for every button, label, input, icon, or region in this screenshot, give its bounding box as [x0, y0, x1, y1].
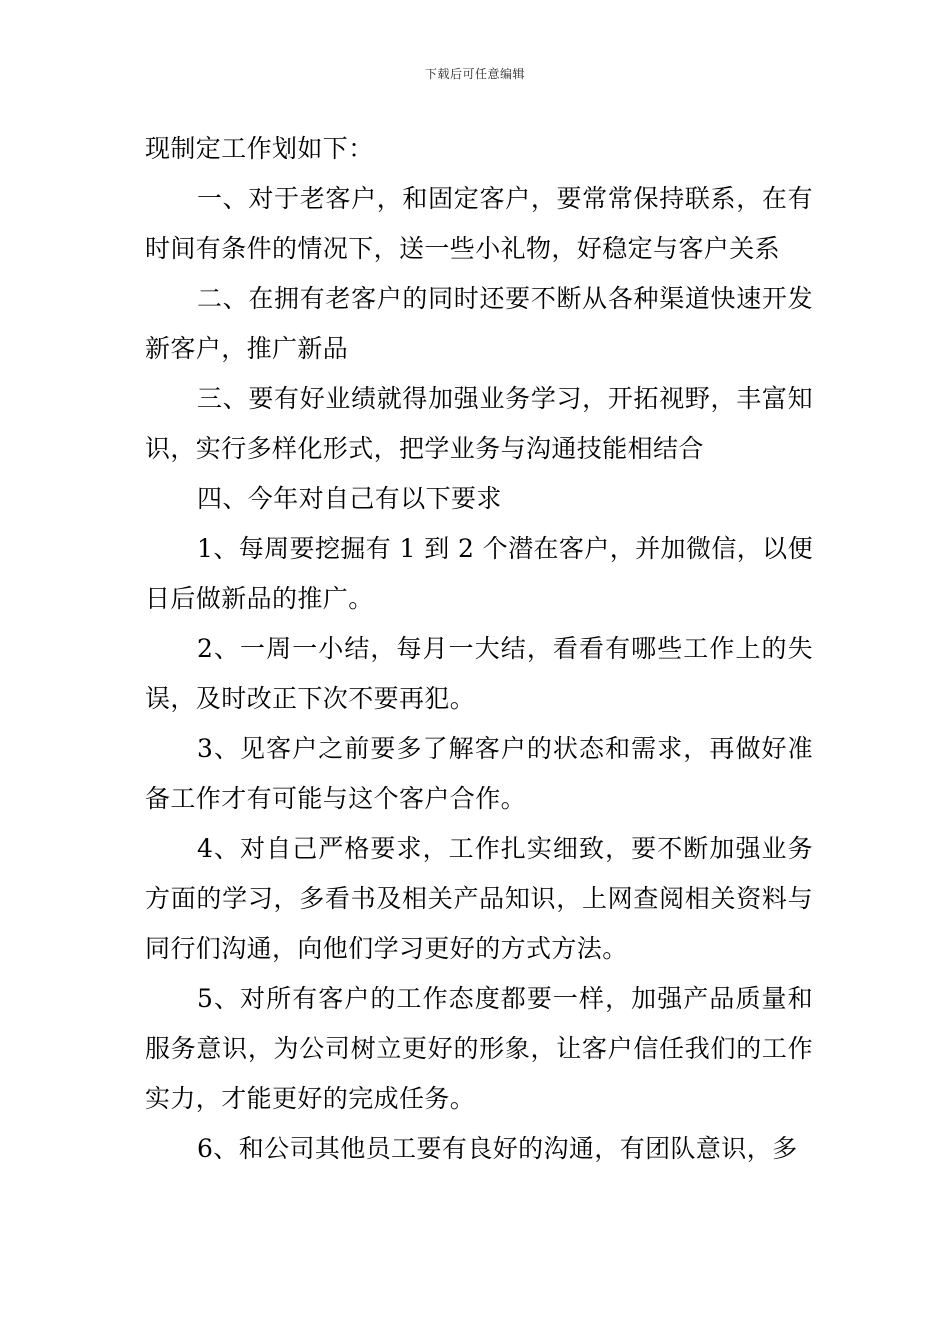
paragraph-requirement-4: 4、对自己严格要求，工作扎实细致，要不断加强业务方面的学习，多看书及相关产品知识，上网查阅相关资料与同行们沟通，向他们学习更好的方式方法。 [145, 834, 813, 963]
paragraph-requirement-3: 3、见客户之前要多了解客户的状态和需求，再做好准备工作才有可能与这个客户合作。 [145, 734, 813, 813]
paragraph-requirement-6: 6、和公司其他员工要有良好的沟通，有团队意识，多 [197, 1134, 798, 1163]
paragraph-requirement-2: 2、一周一小结，每月一大结，看看有哪些工作上的失误，及时改正下次不要再犯。 [145, 634, 813, 713]
page-header: 下载后可任意编辑 [424, 67, 525, 81]
paragraph-plan-4: 四、今年对自己有以下要求 [197, 484, 502, 513]
paragraph-intro: 现制定工作划如下： [145, 134, 374, 163]
paragraph-requirement-5: 5、对所有客户的工作态度都要一样，加强产品质量和服务意识，为公司树立更好的形象，让客户信任我们的工作实力，才能更好的完成任务。 [145, 984, 813, 1113]
document-body [145, 124, 813, 1174]
paragraph-plan-2: 二、在拥有老客户的同时还要不断从各种渠道快速开发新客户，推广新品 [145, 284, 813, 363]
paragraph-plan-3: 三、要有好业绩就得加强业务学习，开拓视野，丰富知识，实行多样化形式，把学业务与沟通技能相结合 [145, 384, 813, 463]
paragraph-plan-1: 一、对于老客户，和固定客户，要常常保持联系，在有时间有条件的情况下，送一些小礼物，好稳定与客户关系 [145, 184, 813, 263]
paragraph-requirement-1: 1、每周要挖掘有 1 到 2 个潜在客户，并加微信，以便日后做新品的推广。 [145, 534, 813, 613]
